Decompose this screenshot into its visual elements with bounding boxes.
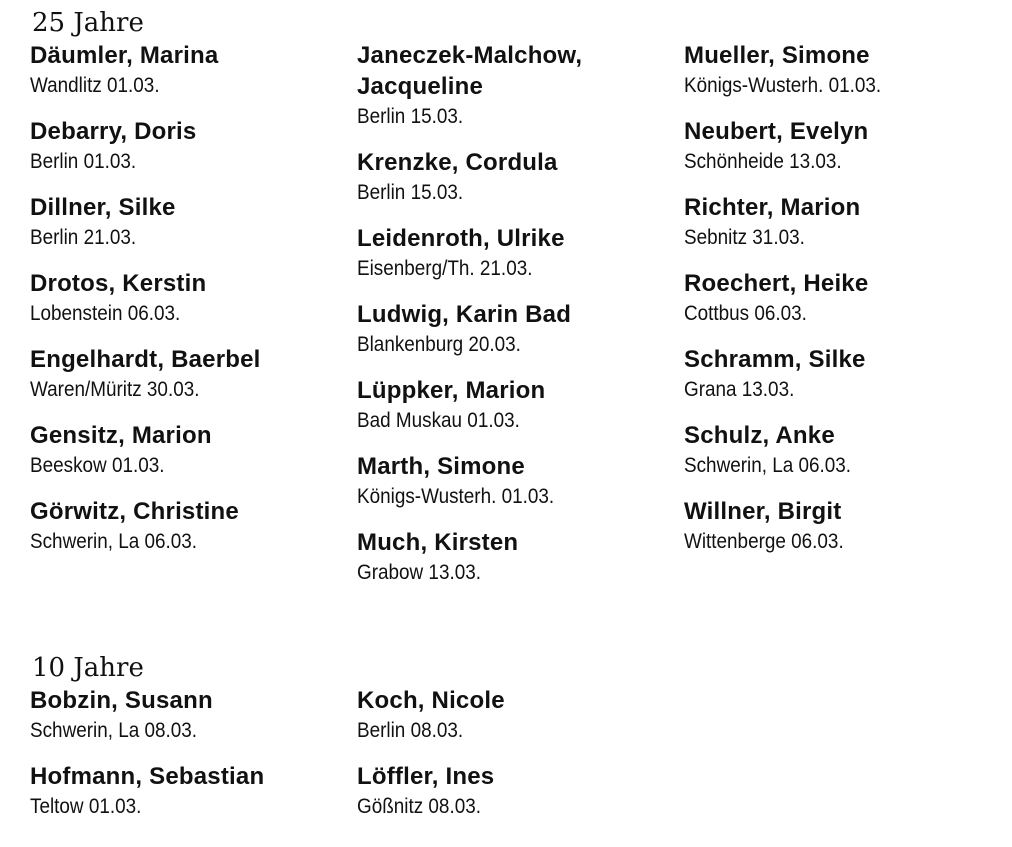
list-item [684, 344, 1011, 404]
place-date: Königs-Wusterh. 01.03. [357, 485, 555, 508]
place-date: Bad Muskau 01.03. [357, 409, 520, 432]
place-date: Schwerin, La 08.03. [30, 719, 198, 742]
person-name: Leidenroth, Ulrike [357, 225, 565, 252]
place-date: Teltow 01.03. [30, 795, 142, 818]
person-name: Däumler, Marina [30, 42, 219, 69]
place-date: Berlin 15.03. [357, 181, 464, 204]
place-date: Waren/Müritz 30.03. [30, 378, 200, 401]
list-item [30, 116, 357, 176]
list-item [357, 451, 684, 511]
column-3 [684, 40, 1011, 603]
list-item [30, 268, 357, 328]
person-name: Much, Kirsten [357, 529, 519, 556]
person-name: Richter, Marion [684, 194, 861, 221]
section-columns [30, 40, 990, 603]
person-name: Marth, Simone [357, 453, 525, 480]
person-name: Görwitz, Christine [30, 498, 239, 525]
place-date: Schwerin, La 06.03. [684, 454, 852, 477]
list-item [357, 299, 684, 359]
place-date: Berlin 08.03. [357, 719, 464, 742]
place-date: Schönheide 13.03. [684, 150, 842, 173]
list-item [684, 268, 1011, 328]
person-name: Koch, Nicole [357, 687, 505, 714]
person-name: Debarry, Doris [30, 118, 197, 145]
column-3 [684, 685, 1011, 837]
list-item [30, 192, 357, 252]
person-name: Drotos, Kerstin [30, 270, 207, 297]
place-date: Beeskow 01.03. [30, 454, 165, 477]
list-item [357, 761, 684, 821]
place-date: Lobenstein 06.03. [30, 302, 181, 325]
section-title: 10 Jahre [32, 653, 144, 683]
list-item [30, 761, 357, 821]
list-item [30, 40, 357, 100]
place-date: Schwerin, La 06.03. [30, 530, 198, 553]
person-name: Krenzke, Cordula [357, 149, 558, 176]
person-name: Schulz, Anke [684, 422, 835, 449]
place-date: Eisenberg/Th. 21.03. [357, 257, 533, 280]
list-item [357, 147, 684, 207]
list-item [684, 420, 1011, 480]
person-name: Hofmann, Sebastian [30, 763, 265, 790]
list-item [357, 223, 684, 283]
list-item [684, 192, 1011, 252]
person-name: Willner, Birgit [684, 498, 842, 525]
person-name: Dillner, Silke [30, 194, 176, 221]
place-date: Wittenberge 06.03. [684, 530, 844, 553]
list-item [357, 685, 684, 745]
section-25-years [30, 6, 990, 603]
place-date: Berlin 15.03. [357, 105, 464, 128]
place-date: Königs-Wusterh. 01.03. [684, 74, 882, 97]
column-2 [357, 40, 684, 603]
section-title: 25 Jahre [32, 8, 144, 38]
column-2 [357, 685, 684, 837]
list-item [684, 496, 1011, 556]
list-item [30, 496, 357, 556]
place-date: Gößnitz 08.03. [357, 795, 481, 818]
place-date: Sebnitz 31.03. [684, 226, 805, 249]
place-date: Cottbus 06.03. [684, 302, 807, 325]
list-item [30, 685, 357, 745]
person-name: Bobzin, Susann [30, 687, 213, 714]
list-item [684, 40, 1011, 100]
list-item [684, 116, 1011, 176]
list-item [357, 527, 684, 587]
place-date: Grabow 13.03. [357, 561, 481, 584]
place-date: Berlin 21.03. [30, 226, 137, 249]
section-10-years [30, 651, 990, 837]
list-item [30, 420, 357, 480]
person-name: Roechert, Heike [684, 270, 869, 297]
person-name: Gensitz, Marion [30, 422, 212, 449]
person-name: Lüppker, Marion [357, 377, 546, 404]
person-name: Schramm, Silke [684, 346, 866, 373]
place-date: Wandlitz 01.03. [30, 74, 160, 97]
person-name: Janeczek-Malchow, Jacqueline [357, 42, 583, 100]
person-name: Löffler, Ines [357, 763, 495, 790]
place-date: Grana 13.03. [684, 378, 795, 401]
list-item [30, 344, 357, 404]
place-date: Berlin 01.03. [30, 150, 137, 173]
list-item [357, 40, 684, 131]
person-name: Neubert, Evelyn [684, 118, 869, 145]
person-name: Engelhardt, Baerbel [30, 346, 261, 373]
person-name: Mueller, Simone [684, 42, 870, 69]
column-1 [30, 685, 357, 837]
place-date: Blankenburg 20.03. [357, 333, 521, 356]
list-item [357, 375, 684, 435]
person-name: Ludwig, Karin Bad [357, 301, 572, 328]
section-columns [30, 685, 990, 837]
column-1 [30, 40, 357, 603]
